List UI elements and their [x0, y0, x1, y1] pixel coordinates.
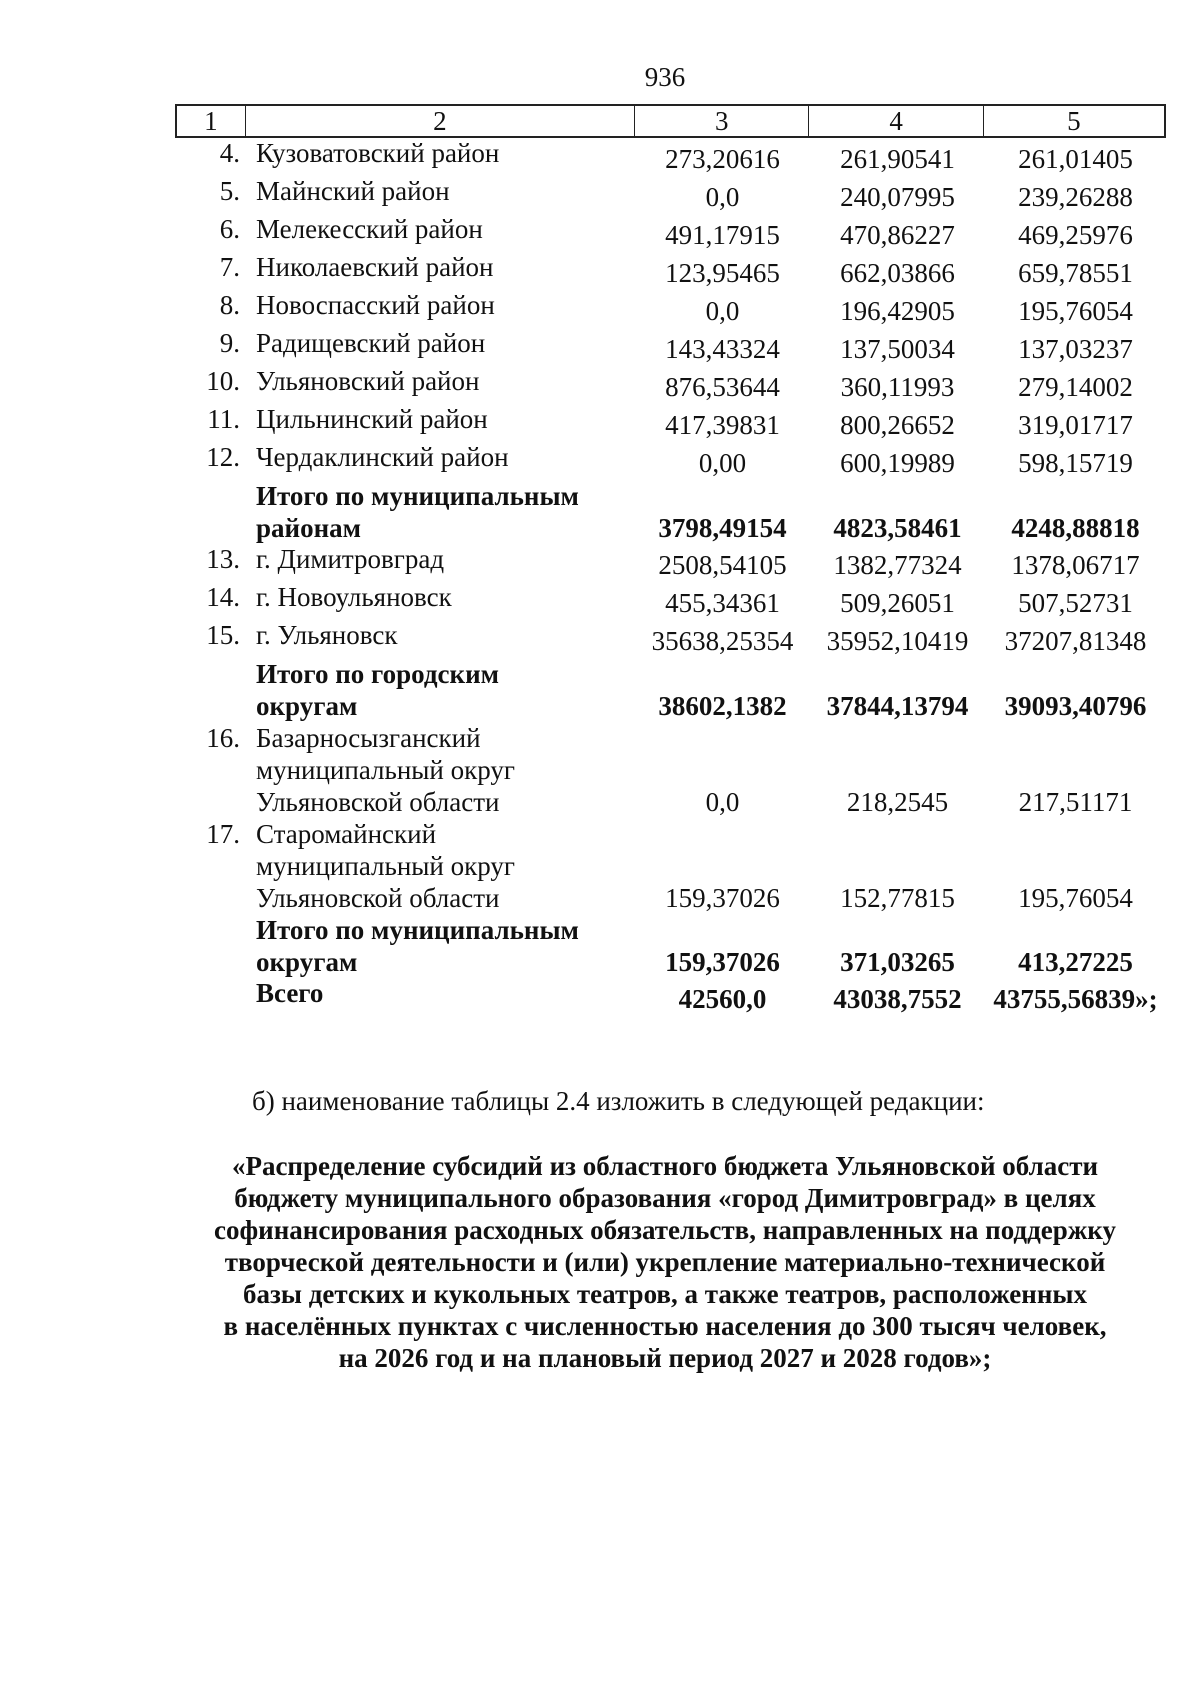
row-name-line: Итого по муниципальным — [256, 915, 579, 945]
table-row — [175, 442, 1166, 480]
row-name-line: Ульяновской области — [256, 787, 500, 817]
table-row — [175, 214, 1166, 252]
value-v4: 152,77815 — [840, 883, 955, 913]
table-row — [175, 620, 1166, 658]
row-name — [244, 404, 635, 434]
row-name-line: Ульяновской области — [256, 883, 500, 913]
value-v5: 659,78551 — [1018, 258, 1133, 288]
row-name — [244, 138, 635, 168]
value-v4: 240,07995 — [840, 182, 955, 212]
row-number: 5. — [219, 176, 240, 206]
row-name-line: Старомайнский — [256, 819, 437, 849]
table-row — [175, 138, 1166, 176]
value-v3: 491,17915 — [665, 220, 780, 250]
value-v5: 598,15719 — [1018, 448, 1133, 478]
value-v4: 600,19989 — [840, 448, 955, 478]
row-name — [244, 252, 635, 282]
row-name — [244, 620, 635, 650]
row-name — [244, 722, 635, 818]
row-name-line: г. Димитровград — [256, 544, 445, 574]
row-number: 15. — [206, 620, 240, 650]
row-name-line: г. Новоульяновск — [256, 582, 452, 612]
row-number: 11. — [207, 404, 240, 434]
header-col-2: 2 — [246, 106, 635, 136]
table-row — [175, 252, 1166, 290]
value-v5: 137,03237 — [1018, 334, 1133, 364]
title-line: «Распределение субсидий из областного бюджета Ульяновской области — [231, 1151, 1099, 1181]
row-number: 8. — [219, 290, 240, 320]
value-v5: 217,51171 — [1018, 787, 1133, 817]
value-v5: 469,25976 — [1018, 220, 1133, 250]
title-line: софинансирования расходных обязательств, направленных на поддержку — [214, 1215, 1116, 1245]
new-table-title — [150, 1150, 1180, 1374]
row-name-line: Итого по городским — [256, 659, 500, 689]
row-name — [244, 366, 635, 396]
header-col-3: 3 — [635, 106, 809, 136]
row-name-line: Базарносызганский — [256, 723, 481, 753]
value-v3: 273,20616 — [665, 144, 780, 174]
table-total-row — [175, 914, 1166, 978]
row-name-line: Итого по муниципальным — [256, 481, 579, 511]
title-line: на 2026 год и на плановый период 2027 и 2028 годов»; — [338, 1343, 992, 1373]
row-number: 16. — [206, 723, 240, 753]
row-name — [244, 582, 635, 612]
value-v5: 261,01405 — [1018, 144, 1133, 174]
table-row — [175, 722, 1166, 818]
row-name-line: Новоспасский район — [256, 290, 495, 320]
value-v4: 800,26652 — [840, 410, 955, 440]
row-name-line: Цильнинский район — [256, 404, 488, 434]
amendment-paragraph: б) наименование таблицы 2.4 изложить в следующей редакции: — [252, 1086, 985, 1116]
value-v3: 143,43324 — [665, 334, 780, 364]
value-v4: 35952,10419 — [826, 626, 969, 656]
row-name-line: Всего — [256, 978, 324, 1008]
value-v4: 662,03866 — [840, 258, 955, 288]
row-name-line: муниципальный округ — [256, 851, 515, 881]
header-col-4: 4 — [809, 106, 983, 136]
table-row — [175, 290, 1166, 328]
row-name-line: Мелекесский район — [256, 214, 483, 244]
value-v5: 239,26288 — [1018, 182, 1133, 212]
value-v3: 0,0 — [705, 296, 740, 326]
row-number: 7. — [219, 252, 240, 282]
row-number: 13. — [206, 544, 240, 574]
value-v4: 1382,77324 — [833, 550, 962, 580]
value-v3: 38602,1382 — [658, 691, 787, 721]
value-v5: 1378,06717 — [1011, 550, 1140, 580]
value-v3: 0,0 — [705, 182, 740, 212]
row-number: 17. — [206, 819, 240, 849]
row-number: 4. — [219, 138, 240, 168]
header-col-5: 5 — [1067, 106, 1081, 136]
row-name-line: г. Ульяновск — [256, 620, 398, 650]
value-v3: 417,39831 — [665, 410, 780, 440]
row-name-line: округам — [256, 947, 358, 977]
value-v5: 195,76054 — [1018, 296, 1133, 326]
row-name-line: районам — [256, 513, 362, 543]
table-row — [175, 818, 1166, 914]
header-col-1: 1 — [177, 106, 246, 136]
table-row — [175, 366, 1166, 404]
value-v3: 3798,49154 — [658, 513, 787, 543]
table-total-row — [175, 978, 1166, 1016]
value-v4: 4823,58461 — [833, 513, 962, 543]
row-name — [244, 818, 635, 914]
row-name-line: Кузоватовский район — [256, 138, 500, 168]
table-row — [175, 404, 1166, 442]
row-name — [244, 914, 635, 978]
table-header-row — [175, 104, 1166, 138]
value-v4: 218,2545 — [846, 787, 949, 817]
row-name-line: Майнский район — [256, 176, 450, 206]
row-name-line: Ульяновский район — [256, 366, 480, 396]
row-name — [244, 978, 635, 1008]
row-number: 9. — [219, 328, 240, 358]
value-v4: 196,42905 — [840, 296, 955, 326]
row-number: 10. — [206, 366, 240, 396]
value-v3: 455,34361 — [665, 588, 780, 618]
budget-table — [175, 104, 1166, 1016]
row-name — [244, 480, 635, 544]
row-name-line: муниципальный округ — [256, 755, 515, 785]
row-number: 14. — [206, 582, 240, 612]
title-line: базы детских и кукольных театров, а также театров, расположенных — [243, 1279, 1087, 1309]
title-line: бюджету муниципального образования «город Димитровград» в целях — [234, 1183, 1096, 1213]
value-v4: 360,11993 — [840, 372, 955, 402]
title-line: в населённых пунктах с численностью населения до 300 тысяч человек, — [223, 1311, 1107, 1341]
table-row — [175, 582, 1166, 620]
value-v5: 4248,88818 — [1011, 513, 1140, 543]
table-row — [175, 328, 1166, 366]
value-v4: 470,86227 — [840, 220, 955, 250]
value-v3: 0,0 — [705, 787, 740, 817]
table-row — [175, 176, 1166, 214]
row-name-line: Николаевский район — [256, 252, 494, 282]
value-v5: 37207,81348 — [1004, 626, 1147, 656]
value-v4: 261,90541 — [840, 144, 955, 174]
value-v5: 319,01717 — [1018, 410, 1133, 440]
row-name — [244, 214, 635, 244]
value-v3: 876,53644 — [665, 372, 780, 402]
value-v4: 371,03265 — [840, 947, 955, 977]
table-total-row — [175, 658, 1166, 722]
table-row — [175, 544, 1166, 582]
value-v3: 159,37026 — [665, 883, 780, 913]
value-v4: 509,26051 — [840, 588, 955, 618]
row-number: 12. — [206, 442, 240, 472]
value-v4: 43038,7552 — [833, 984, 962, 1014]
value-v3: 123,95465 — [665, 258, 780, 288]
value-v3: 35638,25354 — [651, 626, 794, 656]
row-number: 6. — [219, 214, 240, 244]
value-v5: 507,52731 — [1018, 588, 1133, 618]
value-v3: 159,37026 — [665, 947, 780, 977]
page-number: 936 — [644, 62, 686, 92]
row-name — [244, 658, 635, 722]
row-name — [244, 442, 635, 472]
value-v5: 195,76054 — [1018, 883, 1133, 913]
value-v3: 2508,54105 — [658, 550, 787, 580]
value-v5: 413,27225 — [1018, 947, 1133, 977]
row-name — [244, 290, 635, 320]
value-v5: 43755,56839»; — [993, 984, 1158, 1014]
title-line: творческой деятельности и (или) укрепление материально-технической — [224, 1247, 1106, 1277]
value-v3: 0,00 — [698, 448, 747, 478]
row-name — [244, 544, 635, 574]
value-v4: 137,50034 — [840, 334, 955, 364]
row-name — [244, 328, 635, 358]
value-v5: 39093,40796 — [1004, 691, 1147, 721]
row-name-line: Чердаклинский район — [256, 442, 509, 472]
row-name-line: Радищевский район — [256, 328, 486, 358]
value-v3: 42560,0 — [678, 984, 767, 1014]
table-total-row — [175, 480, 1166, 544]
value-v5: 279,14002 — [1018, 372, 1133, 402]
value-v4: 37844,13794 — [826, 691, 969, 721]
table-body — [175, 138, 1166, 1016]
row-name — [244, 176, 635, 206]
row-name-line: округам — [256, 691, 358, 721]
